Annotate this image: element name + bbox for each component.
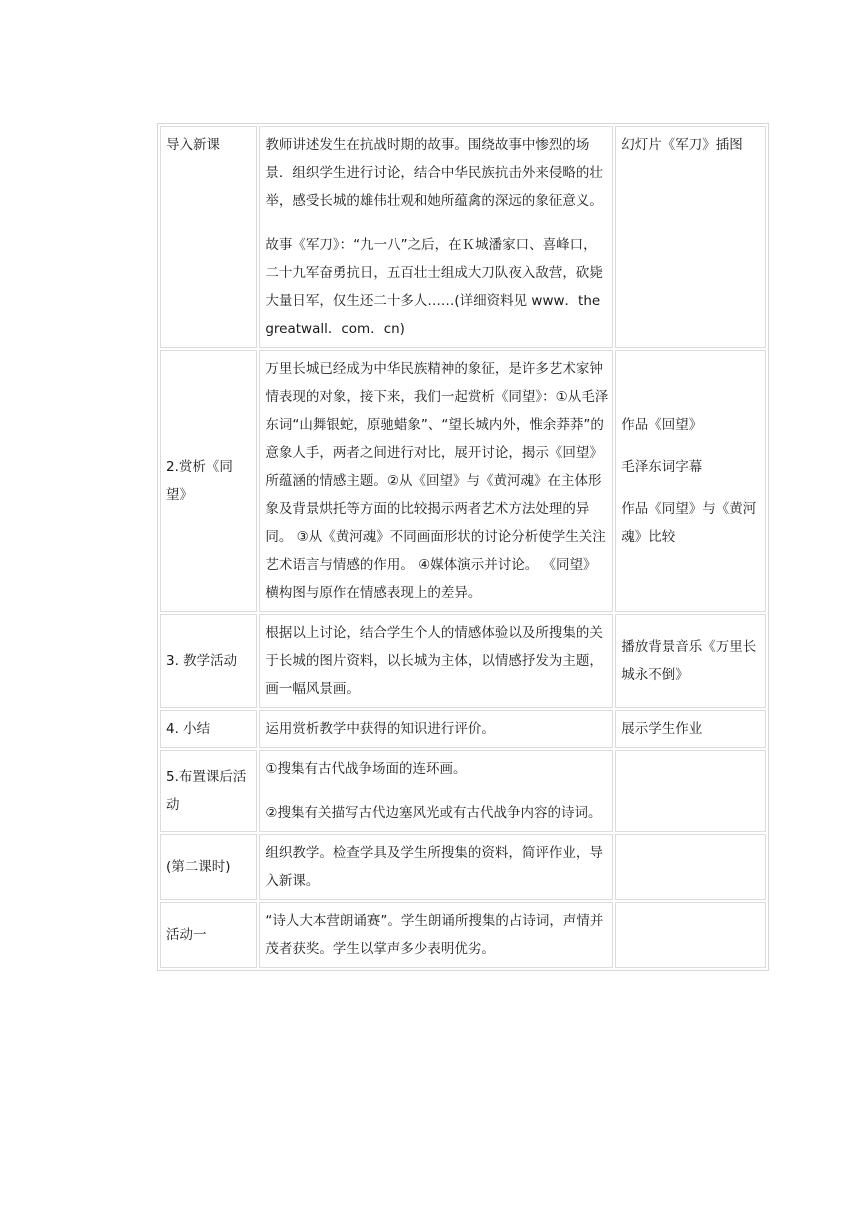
step-cell [160,710,257,748]
content-paragraph: “诗人大本营朗诵赛”。学生朗诵所搜集的占诗词，声情并茂者获奖。学生以掌声多少表明优劣。 [265,913,604,957]
content-paragraph: 万里长城已经成为中华民族精神的象征，是许多艺术家钟情表现的对象，接下来，我们一起赏析《同望》：①从毛泽东词“山舞银蛇，原驰蜡象”、“望长城内外，惟余莽莽”的意象人手，两者之间进行对比，展开讨论，揭示《回望》所蕴涵的情感主题。②从《回望》与《黄河魂》在主体形象及背景烘托等方面的比较揭示两者艺术方法处理的异同。 ③从《黄河魂》不同画面形状的讨论分析使学生关注艺术语言与情感的作用。 ④媒体演示并讨论。 《同望》横构图与原作在情感表现上的差异。 [265,361,609,601]
content-paragraph: 教师讲述发生在抗战时期的故事。围绕故事中惨烈的场景．组织学生进行讨论，结合中华民族抗击外来侵略的壮举，感受长城的雄伟壮观和她所蕴禽的深远的象征意义。 [265,137,603,209]
media-item: 幻灯片《军刀》插图 [621,137,743,153]
content-cell [259,126,613,348]
content-paragraph: 运用赏析教学中获得的知识进行评价。 [265,721,495,737]
media-cell [615,834,766,900]
table-row [160,902,766,968]
content-paragraph: 组织教学。检查学具及学生所搜集的资料，简评作业，导入新课。 [265,845,603,889]
content-cell [259,710,613,748]
lesson-plan-table [157,123,769,971]
step-cell [160,834,257,900]
step-label: 5.布置课后活动 [166,769,247,813]
media-cell [615,902,766,968]
content-paragraph: ①搜集有古代战争场面的连环画。 [265,761,467,777]
table-row [160,350,766,612]
table-row [160,834,766,900]
step-cell [160,614,257,708]
step-label: 2.赏析《同望》 [166,459,233,503]
content-paragraph: 故事《军刀》：“九一八”之后，在Ｋ城潘家口、喜峰口，二十九军奋勇抗日，五百壮士组成大刀队夜入敌营，砍毙大量日军，仅生还二十多人……(详细资料见 www．thegreatwall．com．cn) [265,237,603,337]
step-cell [160,350,257,612]
step-label: 3. 教学活动 [166,653,238,669]
media-item: 作品《回望》 [621,417,703,433]
table-row [160,710,766,748]
content-cell [259,902,613,968]
media-cell [615,710,766,748]
step-label: 活动一 [166,927,207,943]
media-item: 播放背景音乐《万里长城永不倒》 [621,639,757,683]
content-paragraph: 根据以上讨论，结合学生个人的情感体验以及所搜集的关于长城的图片资料，以长城为主体，以情感抒发为主题，画一幅风景画。 [265,625,603,697]
step-label: 4. 小结 [166,721,211,737]
media-item: 展示学生作业 [621,721,703,737]
table-row [160,750,766,832]
table-row [160,614,766,708]
media-cell [615,126,766,348]
step-label: (第二课时) [166,859,231,875]
table-row [160,126,766,348]
media-cell [615,750,766,832]
media-item: 毛泽东词字幕 [621,459,703,475]
media-cell [615,350,766,612]
content-cell [259,834,613,900]
content-paragraph: ②搜集有关描写古代边塞风光或有古代战争内容的诗词。 [265,805,602,821]
media-item: 作品《同望》与《黄河魂》比较 [621,501,757,545]
step-cell [160,902,257,968]
media-cell [615,614,766,708]
content-cell [259,350,613,612]
step-cell [160,750,257,832]
step-cell [160,126,257,348]
step-label: 导入新课 [166,137,220,153]
content-cell [259,614,613,708]
content-cell [259,750,613,832]
